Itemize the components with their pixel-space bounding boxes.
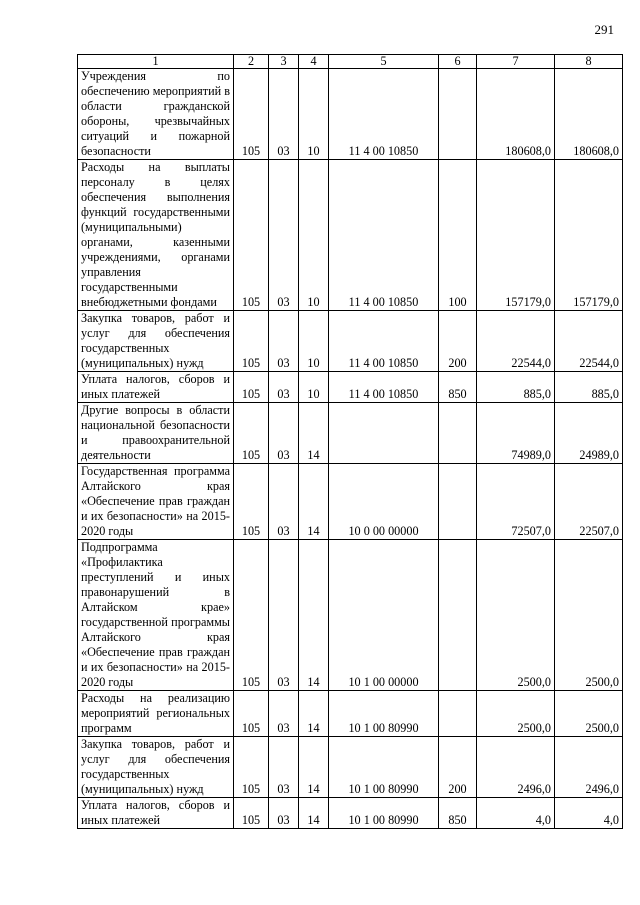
cell-amount-7: 74989,0 <box>477 403 555 464</box>
column-header: 2 <box>234 55 269 69</box>
row-name-cell: Уплата налогов, сборов и иных платежей <box>78 798 234 829</box>
cell-amount-8: 22507,0 <box>555 464 623 540</box>
cell-code-4: 10 <box>299 372 329 403</box>
cell-code-4: 14 <box>299 691 329 737</box>
cell-amount-7: 22544,0 <box>477 311 555 372</box>
cell-code-4: 10 <box>299 311 329 372</box>
cell-amount-8: 157179,0 <box>555 160 623 311</box>
table-row <box>78 69 623 160</box>
cell-code-5: 10 1 00 80990 <box>329 798 439 829</box>
row-name-cell: Уплата налогов, сборов и иных платежей <box>78 372 234 403</box>
cell-code-3: 03 <box>269 311 299 372</box>
cell-code-6: 850 <box>439 372 477 403</box>
cell-code-6: 200 <box>439 311 477 372</box>
cell-amount-8: 2496,0 <box>555 737 623 798</box>
table-row <box>78 160 623 311</box>
column-header: 1 <box>78 55 234 69</box>
cell-amount-7: 885,0 <box>477 372 555 403</box>
cell-amount-8: 22544,0 <box>555 311 623 372</box>
row-name-cell: Закупка товаров, работ и услуг для обеспечения государственных (муниципальных) нужд <box>78 311 234 372</box>
column-header: 6 <box>439 55 477 69</box>
cell-code-4: 14 <box>299 798 329 829</box>
cell-code-5: 11 4 00 10850 <box>329 69 439 160</box>
cell-code-3: 03 <box>269 403 299 464</box>
cell-code-3: 03 <box>269 372 299 403</box>
cell-amount-8: 180608,0 <box>555 69 623 160</box>
cell-code-2: 105 <box>234 69 269 160</box>
cell-code-3: 03 <box>269 540 299 691</box>
cell-code-5: 11 4 00 10850 <box>329 372 439 403</box>
cell-code-3: 03 <box>269 737 299 798</box>
cell-code-2: 105 <box>234 540 269 691</box>
cell-code-5 <box>329 403 439 464</box>
row-name-cell: Закупка товаров, работ и услуг для обеспечения государственных (муниципальных) нужд <box>78 737 234 798</box>
row-name-cell: Государственная программа Алтайского края «Обеспечение прав граждан и их безопасности» на 2015-2020 годы <box>78 464 234 540</box>
table-row <box>78 311 623 372</box>
cell-code-4: 10 <box>299 160 329 311</box>
cell-amount-7: 180608,0 <box>477 69 555 160</box>
cell-amount-8: 4,0 <box>555 798 623 829</box>
cell-code-5: 10 1 00 80990 <box>329 737 439 798</box>
cell-code-4: 14 <box>299 540 329 691</box>
cell-amount-8: 2500,0 <box>555 540 623 691</box>
cell-code-6 <box>439 540 477 691</box>
table-row <box>78 691 623 737</box>
cell-amount-7: 2500,0 <box>477 540 555 691</box>
table-row <box>78 464 623 540</box>
page-number: 291 <box>594 22 614 37</box>
row-name-cell: Расходы на выплаты персоналу в целях обеспечения выполнения функций государственными (муниципальными) органами, казенными учреждениями, органами управления государственными внебюджетными фондами <box>78 160 234 311</box>
row-name-cell: Другие вопросы в области национальной безопасности и правоохранительной деятельности <box>78 403 234 464</box>
cell-code-5: 11 4 00 10850 <box>329 311 439 372</box>
cell-code-2: 105 <box>234 372 269 403</box>
cell-code-6: 850 <box>439 798 477 829</box>
cell-code-6 <box>439 69 477 160</box>
table-row <box>78 372 623 403</box>
cell-amount-8: 24989,0 <box>555 403 623 464</box>
column-header: 4 <box>299 55 329 69</box>
column-header: 8 <box>555 55 623 69</box>
table-header-row <box>78 55 623 69</box>
cell-code-2: 105 <box>234 737 269 798</box>
cell-code-4: 14 <box>299 464 329 540</box>
table-row <box>78 403 623 464</box>
cell-amount-7: 2500,0 <box>477 691 555 737</box>
column-header: 5 <box>329 55 439 69</box>
cell-code-2: 105 <box>234 798 269 829</box>
cell-code-2: 105 <box>234 691 269 737</box>
cell-code-3: 03 <box>269 464 299 540</box>
table-body <box>78 69 623 829</box>
row-name-cell: Учреждения по обеспечению мероприятий в области гражданской обороны, чрезвычайных ситуаций и пожарной безопасности <box>78 69 234 160</box>
cell-code-6: 100 <box>439 160 477 311</box>
cell-code-2: 105 <box>234 160 269 311</box>
cell-amount-7: 157179,0 <box>477 160 555 311</box>
cell-code-4: 14 <box>299 737 329 798</box>
cell-code-5: 10 1 00 00000 <box>329 540 439 691</box>
cell-code-6 <box>439 403 477 464</box>
cell-code-4: 14 <box>299 403 329 464</box>
row-name-cell: Расходы на реализацию мероприятий региональных программ <box>78 691 234 737</box>
cell-code-3: 03 <box>269 160 299 311</box>
cell-code-2: 105 <box>234 311 269 372</box>
cell-amount-7: 2496,0 <box>477 737 555 798</box>
table-row <box>78 737 623 798</box>
cell-code-5: 10 0 00 00000 <box>329 464 439 540</box>
table-row <box>78 798 623 829</box>
cell-code-2: 105 <box>234 464 269 540</box>
cell-amount-7: 4,0 <box>477 798 555 829</box>
cell-code-3: 03 <box>269 69 299 160</box>
column-header: 3 <box>269 55 299 69</box>
table-row <box>78 540 623 691</box>
cell-code-6 <box>439 464 477 540</box>
cell-code-5: 10 1 00 80990 <box>329 691 439 737</box>
cell-code-2: 105 <box>234 403 269 464</box>
cell-code-4: 10 <box>299 69 329 160</box>
cell-code-3: 03 <box>269 798 299 829</box>
cell-code-5: 11 4 00 10850 <box>329 160 439 311</box>
cell-amount-8: 885,0 <box>555 372 623 403</box>
column-header: 7 <box>477 55 555 69</box>
cell-code-3: 03 <box>269 691 299 737</box>
cell-amount-8: 2500,0 <box>555 691 623 737</box>
row-name-cell: Подпрограмма «Профилактика преступлений и иных правонарушений в Алтайском крае» государственной программы Алтайского края «Обеспечение прав граждан и их безопасности» на 2015-2020 годы <box>78 540 234 691</box>
cell-code-6 <box>439 691 477 737</box>
cell-code-6: 200 <box>439 737 477 798</box>
budget-table <box>77 54 623 829</box>
cell-amount-7: 72507,0 <box>477 464 555 540</box>
